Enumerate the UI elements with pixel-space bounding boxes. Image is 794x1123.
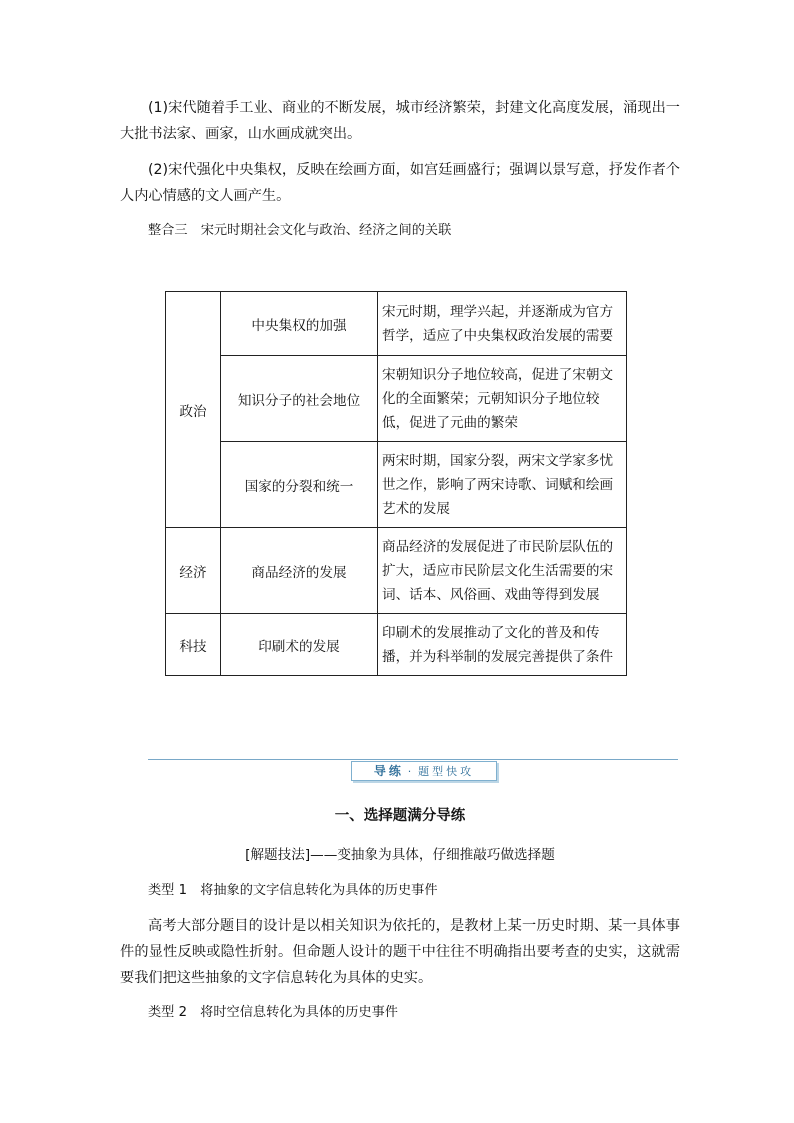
- factor-cell: 印刷术的发展: [221, 614, 378, 676]
- description-cell: 宋元时期，理学兴起，并逐渐成为官方哲学，适应了中央集权政治发展的需要: [378, 292, 627, 356]
- table-row: [166, 528, 627, 614]
- description-cell: 宋朝知识分子地位较高，促进了宋朝文化的全面繁荣；元朝知识分子地位较低，促进了元曲的繁荣: [378, 356, 627, 442]
- table-row: [166, 356, 627, 442]
- relation-table: [165, 291, 627, 676]
- table-row: [166, 442, 627, 528]
- category-cell-economy: 经济: [166, 528, 221, 614]
- practice-banner: [148, 755, 678, 781]
- category-cell-technology: 科技: [166, 614, 221, 676]
- paragraph-song-culture: (1)宋代随着手工业、商业的不断发展，城市经济繁荣，封建文化高度发展，涌现出一大批书法家、画家，山水画成就突出。: [120, 100, 680, 142]
- method-line: [解题技法]——变抽象为具体，仔细推敲巧做选择题: [245, 847, 555, 863]
- category-cell-politics: 政治: [166, 292, 221, 528]
- description-cell: 印刷术的发展推动了文化的普及和传播，并为科举制的发展完善提供了条件: [378, 614, 627, 676]
- table-row: [166, 292, 627, 356]
- factor-cell: 商品经济的发展: [221, 528, 378, 614]
- section3-heading: 整合三 宋元时期社会文化与政治、经济之间的关联: [148, 223, 452, 238]
- type2-heading: 类型 2 将时空信息转化为具体的历史事件: [148, 1005, 398, 1020]
- factor-cell: 国家的分裂和统一: [221, 442, 378, 528]
- type1-heading: 类型 1 将抽象的文字信息转化为具体的历史事件: [148, 883, 438, 898]
- paragraph-song-centralization: (2)宋代强化中央集权，反映在绘画方面，如宫廷画盛行；强调以景写意，抒发作者个人内心情感的文人画产生。: [120, 162, 680, 204]
- part-title: 一、选择题满分导练: [334, 808, 466, 824]
- factor-cell: 中央集权的加强: [221, 292, 378, 356]
- table-row: [166, 614, 627, 676]
- type1-paragraph: 高考大部分题目的设计是以相关知识为依托的，是教材上某一历史时期、某一具体事件的显性反映或隐性折射。但命题人设计的题干中往往不明确指出要考查的史实，这就需要我们把这些抽象的文字信息转化为具体的史实。: [120, 918, 680, 986]
- description-cell: 两宋时期，国家分裂，两宋文学家多忧世之作，影响了两宋诗歌、词赋和绘画艺术的发展: [378, 442, 627, 528]
- banner-separator: ·: [407, 765, 415, 778]
- banner-divider: [148, 759, 678, 760]
- banner-label: [351, 761, 497, 781]
- banner-main-text: 导练: [373, 764, 404, 778]
- description-cell: 商品经济的发展促进了市民阶层队伍的扩大，适应市民阶层文化生活需要的宋词、话本、风俗画、戏曲等得到发展: [378, 528, 627, 614]
- factor-cell: 知识分子的社会地位: [221, 356, 378, 442]
- banner-sub-text: 题型快攻: [418, 765, 475, 778]
